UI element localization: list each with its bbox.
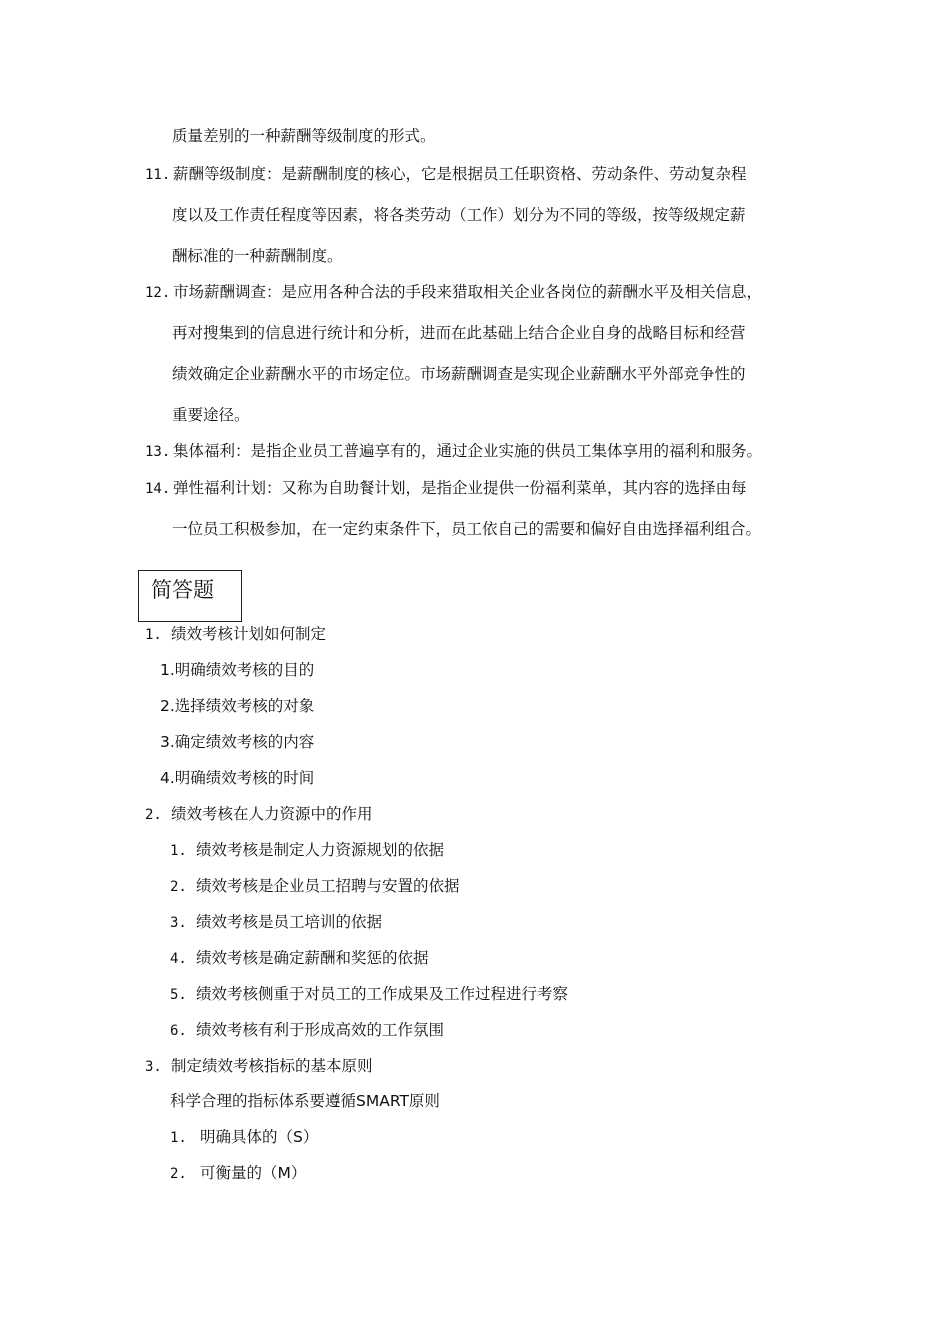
question-1-item: 3.确定绩效考核的内容 <box>160 733 315 751</box>
term-12-line-2: 再对搜集到的信息进行统计和分析，进而在此基础上结合企业自身的战略目标和经营 <box>172 324 746 342</box>
term-13-number: 13. <box>145 444 171 460</box>
question-3-item-text: 可衡量的（M） <box>200 1164 307 1182</box>
term-14-line-1: 弹性福利计划：又称为自助餐计划，是指企业提供一份福利菜单，其内容的选择由每 <box>173 479 747 497</box>
question-3-number: 3. <box>145 1059 162 1075</box>
question-1-item: 4.明确绩效考核的时间 <box>160 769 315 787</box>
question-2-item-text: 绩效考核是确定薪酬和奖惩的依据 <box>196 949 429 967</box>
term-11-number: 11. <box>145 167 171 183</box>
section-title: 简答题 <box>151 578 214 602</box>
term-10-continuation: 质量差别的一种薪酬等级制度的形式。 <box>172 127 436 145</box>
question-2-item-text: 绩效考核有利于形成高效的工作氛围 <box>196 1021 445 1039</box>
question-1 <box>145 624 326 645</box>
term-12-number: 12. <box>145 285 171 301</box>
term-13-line-1: 集体福利：是指企业员工普遍享有的，通过企业实施的供员工集体享用的福利和服务。 <box>173 442 763 460</box>
section-heading-box <box>138 570 242 622</box>
term-12 <box>145 282 762 303</box>
question-2-item-number: 6. <box>170 1023 187 1039</box>
term-14 <box>145 478 747 499</box>
question-1-item: 1.明确绩效考核的目的 <box>160 661 315 679</box>
question-2-item-text: 绩效考核是制定人力资源规划的依据 <box>196 841 445 859</box>
question-3-intro: 科学合理的指标体系要遵循SMART原则 <box>170 1092 440 1110</box>
question-2-item <box>170 912 382 933</box>
term-14-line-2: 一位员工积极参加，在一定约束条件下，员工依自己的需要和偏好自由选择福利组合。 <box>172 520 762 538</box>
term-14-number: 14. <box>145 481 171 497</box>
question-2-title: 绩效考核在人力资源中的作用 <box>171 805 373 823</box>
question-2-item <box>170 948 429 969</box>
question-3-item-number: 1. <box>170 1130 187 1146</box>
term-11-line-3: 酬标准的一种薪酬制度。 <box>172 247 343 265</box>
question-2-item <box>170 876 460 897</box>
question-2-item-text: 绩效考核是员工培训的依据 <box>196 913 383 931</box>
term-11 <box>145 164 747 185</box>
term-12-line-4: 重要途径。 <box>172 406 250 424</box>
question-2-item-number: 1. <box>170 843 187 859</box>
term-13 <box>145 441 762 462</box>
question-3-title: 制定绩效考核指标的基本原则 <box>171 1057 373 1075</box>
question-3 <box>145 1056 373 1077</box>
term-12-line-1: 市场薪酬调查：是应用各种合法的手段来猎取相关企业各岗位的薪酬水平及相关信息， <box>173 283 763 301</box>
term-12-line-3: 绩效确定企业薪酬水平的市场定位。市场薪酬调查是实现企业薪酬水平外部竞争性的 <box>172 365 746 383</box>
question-1-item: 2.选择绩效考核的对象 <box>160 697 315 715</box>
question-2-item <box>170 840 444 861</box>
term-11-line-1: 薪酬等级制度：是薪酬制度的核心，它是根据员工任职资格、劳动条件、劳动复杂程 <box>173 165 747 183</box>
question-2-item <box>170 984 568 1005</box>
question-3-item <box>170 1127 318 1148</box>
question-3-item-text: 明确具体的（S） <box>200 1128 319 1146</box>
term-11-line-2: 度以及工作责任程度等因素，将各类劳动（工作）划分为不同的等级，按等级规定薪 <box>172 206 746 224</box>
question-1-number: 1. <box>145 627 162 643</box>
question-2-item-number: 3. <box>170 915 187 931</box>
question-2-item-text: 绩效考核侧重于对员工的工作成果及工作过程进行考察 <box>196 985 569 1003</box>
question-3-item <box>170 1163 306 1184</box>
question-1-title: 绩效考核计划如何制定 <box>171 625 327 643</box>
question-2-item-number: 4. <box>170 951 187 967</box>
question-2-number: 2. <box>145 807 162 823</box>
question-3-item-number: 2. <box>170 1166 187 1182</box>
question-2-item <box>170 1020 444 1041</box>
question-2 <box>145 804 373 825</box>
question-2-item-text: 绩效考核是企业员工招聘与安置的依据 <box>196 877 460 895</box>
question-2-item-number: 2. <box>170 879 187 895</box>
question-2-item-number: 5. <box>170 987 187 1003</box>
